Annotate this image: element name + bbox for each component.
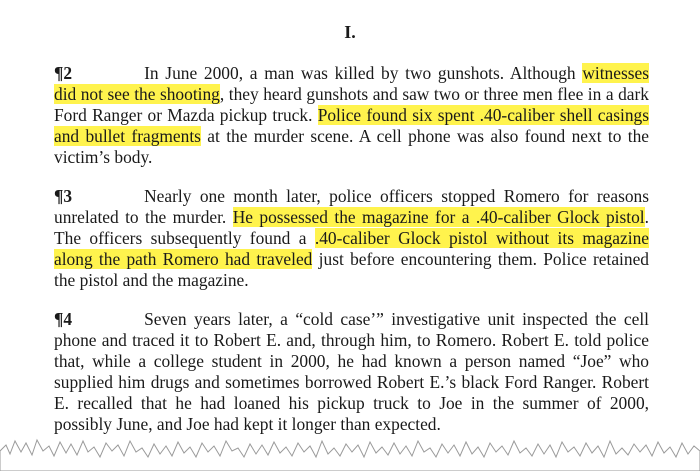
paragraph-text-segment: . The officers subsequently found a [54,207,649,248]
paragraph-number: ¶3 [54,186,73,206]
paragraph-number: ¶4 [54,309,73,329]
paragraph-text-segment: In June 2000, a man was killed by two gunshots. Although [144,63,583,83]
torn-edge-decoration [0,421,700,471]
paragraph-2 [54,63,649,168]
paragraph-text-segment: , they heard gunshots and saw two or three men flee in a dark Ford Ranger or Mazda pickup truck. [54,84,649,125]
paragraph-text-segment: at the murder scene. A cell phone was also found next to the victim’s body. [54,126,649,167]
paragraph-text-segment: Nearly one month later, police officers stopped Romero for reasons unrelated to the murder. [54,186,649,227]
section-heading: I. [344,22,356,42]
highlighted-text: He possessed the magazine for a .40-caliber Glock pistol [232,207,645,227]
paragraph-4 [54,309,649,435]
paragraph-text-segment: just before encountering them. Police retained the pistol and the magazine. [54,249,650,290]
highlighted-text: witnesses did not see the shooting [54,63,649,104]
paragraph-text-segment: Seven years later, a “cold case’” investigative unit inspected the cell phone and traced it to Robert E. and, through him, to Romero. Robert E. told police that, while a college student in 2000, he had known a person named “Joe” who supplied him drugs and sometimes borrowed Robert E.’s black Ford Ranger. Robert E. recalled that he had loaned his pickup truck to Joe in the summer of 2000, possibly June, and Joe had kept it longer than expected. [54,309,649,434]
highlighted-text: Police found six spent .40-caliber shell casings and bullet fragments [54,105,649,146]
paragraph-3 [54,186,649,291]
paragraph-number: ¶2 [54,63,73,83]
highlighted-text: .40-caliber Glock pistol without its magazine along the path Romero had traveled [54,228,649,269]
